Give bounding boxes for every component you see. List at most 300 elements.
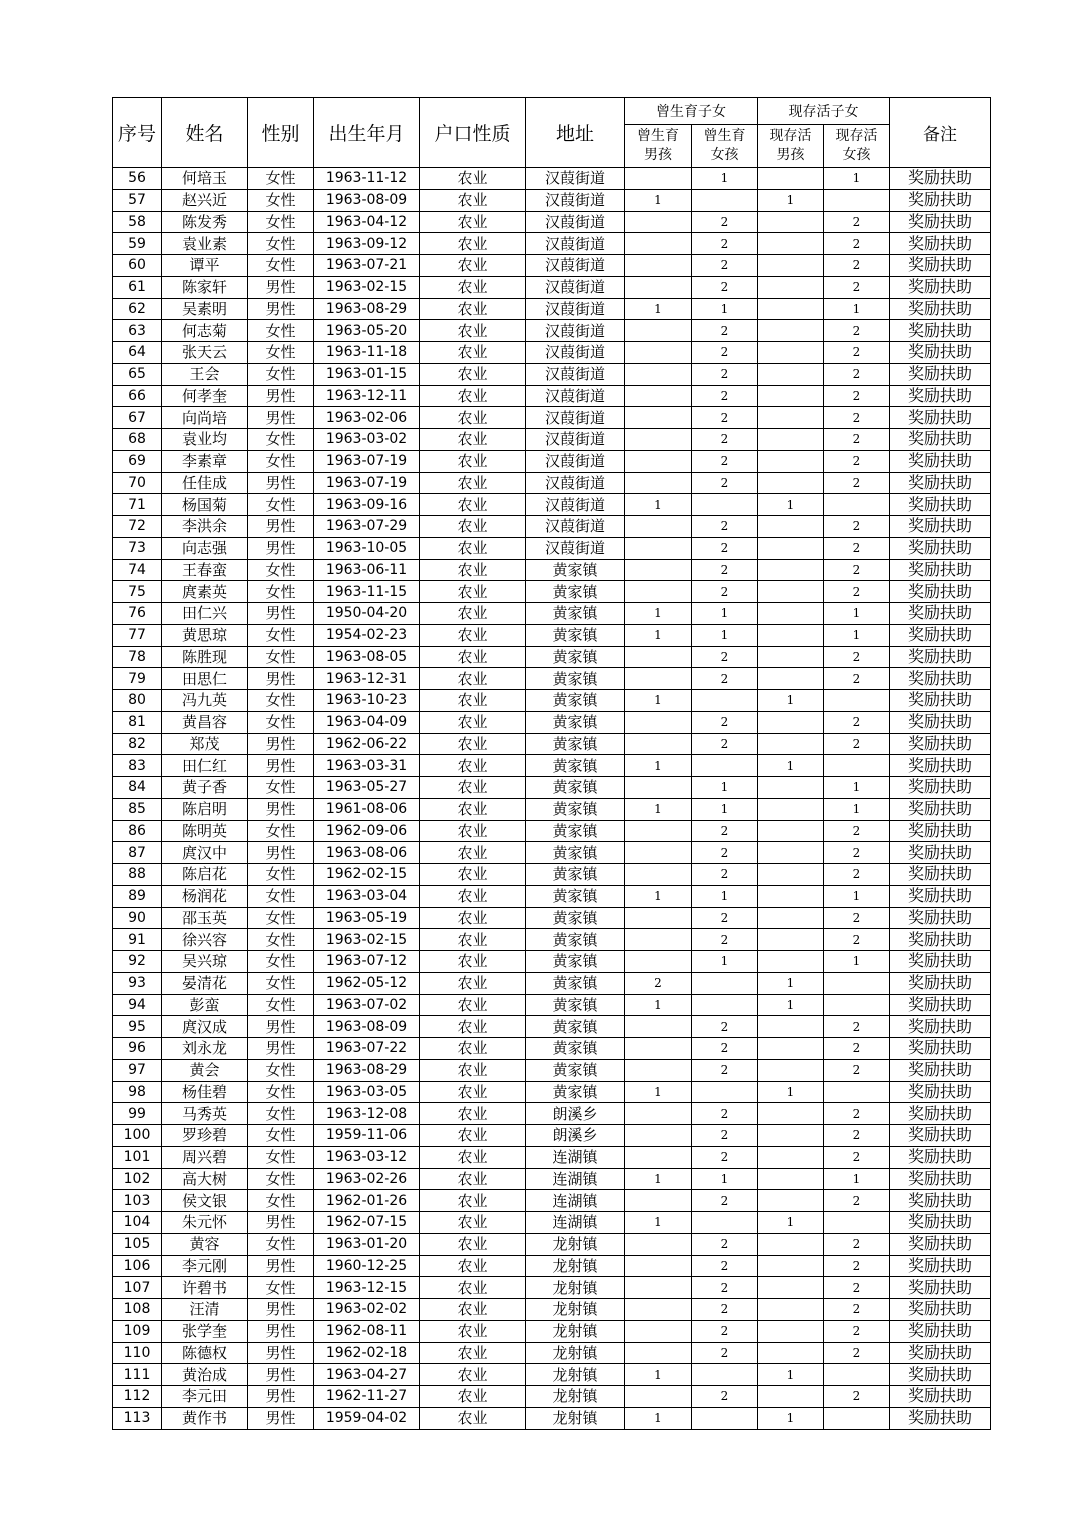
- cell-born-boys: [625, 450, 692, 472]
- cell-born-boys: [625, 864, 692, 886]
- cell-note: 奖励扶助: [890, 929, 991, 951]
- cell-alive-girls: 2: [824, 1038, 890, 1060]
- cell-address: 黄家镇: [526, 668, 625, 690]
- cell-born-boys: [625, 472, 692, 494]
- cell-born-boys: [625, 1125, 692, 1147]
- cell-born-boys: [625, 516, 692, 538]
- cell-hukou: 农业: [420, 1233, 526, 1255]
- cell-alive-boys: 1: [758, 1212, 824, 1234]
- cell-alive-boys: [758, 777, 824, 799]
- cell-seq: 92: [113, 951, 162, 973]
- cell-gender: 女性: [248, 1059, 314, 1081]
- cell-alive-girls: 2: [824, 1320, 890, 1342]
- cell-alive-boys: 1: [758, 755, 824, 777]
- cell-note: 奖励扶助: [890, 907, 991, 929]
- cell-seq: 78: [113, 646, 162, 668]
- cell-alive-boys: [758, 1038, 824, 1060]
- cell-alive-boys: 1: [758, 690, 824, 712]
- cell-hukou: 农业: [420, 1146, 526, 1168]
- cell-alive-boys: [758, 385, 824, 407]
- cell-hukou: 农业: [420, 1212, 526, 1234]
- cell-born-girls: 2: [692, 472, 758, 494]
- cell-seq: 95: [113, 1016, 162, 1038]
- cell-hukou: 农业: [420, 951, 526, 973]
- cell-note: 奖励扶助: [890, 494, 991, 516]
- cell-note: 奖励扶助: [890, 472, 991, 494]
- cell-address: 汉葭街道: [526, 189, 625, 211]
- cell-alive-girls: 2: [824, 407, 890, 429]
- cell-gender: 女性: [248, 820, 314, 842]
- cell-note: 奖励扶助: [890, 429, 991, 451]
- cell-seq: 65: [113, 363, 162, 385]
- cell-born-girls: 2: [692, 1146, 758, 1168]
- cell-alive-girls: 2: [824, 907, 890, 929]
- cell-alive-boys: [758, 1233, 824, 1255]
- cell-birth: 1963-08-05: [314, 646, 420, 668]
- table-row: [113, 450, 991, 472]
- table-row: [113, 668, 991, 690]
- cell-alive-boys: [758, 1320, 824, 1342]
- cell-born-boys: [625, 233, 692, 255]
- cell-seq: 74: [113, 559, 162, 581]
- cell-gender: 男性: [248, 472, 314, 494]
- cell-birth: 1950-04-20: [314, 603, 420, 625]
- cell-seq: 111: [113, 1364, 162, 1386]
- cell-address: 龙射镇: [526, 1320, 625, 1342]
- cell-note: 奖励扶助: [890, 1407, 991, 1429]
- cell-born-girls: [692, 189, 758, 211]
- cell-born-girls: 2: [692, 276, 758, 298]
- cell-born-boys: [625, 1059, 692, 1081]
- cell-hukou: 农业: [420, 733, 526, 755]
- cell-name: 袁业素: [162, 233, 248, 255]
- cell-note: 奖励扶助: [890, 994, 991, 1016]
- cell-alive-boys: [758, 603, 824, 625]
- cell-alive-boys: [758, 342, 824, 364]
- cell-birth: 1963-11-15: [314, 581, 420, 603]
- cell-name: 侯文银: [162, 1190, 248, 1212]
- cell-born-girls: 2: [692, 1016, 758, 1038]
- table-row: [113, 907, 991, 929]
- cell-name: 田仁红: [162, 755, 248, 777]
- cell-hukou: 农业: [420, 1038, 526, 1060]
- cell-born-girls: 2: [692, 516, 758, 538]
- cell-address: 黄家镇: [526, 972, 625, 994]
- cell-born-boys: [625, 646, 692, 668]
- cell-address: 黄家镇: [526, 994, 625, 1016]
- table-row: [113, 1320, 991, 1342]
- cell-name: 李洪余: [162, 516, 248, 538]
- cell-name: 陈启花: [162, 864, 248, 886]
- cell-birth: 1962-09-06: [314, 820, 420, 842]
- cell-born-boys: 1: [625, 690, 692, 712]
- cell-alive-boys: [758, 1059, 824, 1081]
- cell-birth: 1962-08-11: [314, 1320, 420, 1342]
- table-row: [113, 1146, 991, 1168]
- cell-address: 黄家镇: [526, 777, 625, 799]
- cell-name: 彭蛮: [162, 994, 248, 1016]
- cell-born-girls: 1: [692, 1168, 758, 1190]
- cell-name: 晏清花: [162, 972, 248, 994]
- cell-born-girls: 2: [692, 1299, 758, 1321]
- cell-seq: 73: [113, 537, 162, 559]
- cell-seq: 67: [113, 407, 162, 429]
- cell-born-girls: [692, 972, 758, 994]
- cell-note: 奖励扶助: [890, 603, 991, 625]
- cell-born-girls: 2: [692, 581, 758, 603]
- cell-seq: 64: [113, 342, 162, 364]
- cell-name: 王会: [162, 363, 248, 385]
- table-row: [113, 1386, 991, 1408]
- cell-note: 奖励扶助: [890, 537, 991, 559]
- table-row: [113, 646, 991, 668]
- cell-seq: 58: [113, 211, 162, 233]
- cell-address: 龙射镇: [526, 1233, 625, 1255]
- cell-alive-boys: [758, 798, 824, 820]
- cell-hukou: 农业: [420, 537, 526, 559]
- cell-alive-girls: 1: [824, 798, 890, 820]
- cell-note: 奖励扶助: [890, 1299, 991, 1321]
- cell-hukou: 农业: [420, 994, 526, 1016]
- cell-born-girls: 2: [692, 342, 758, 364]
- cell-note: 奖励扶助: [890, 690, 991, 712]
- cell-hukou: 农业: [420, 1386, 526, 1408]
- cell-alive-boys: [758, 429, 824, 451]
- cell-hukou: 农业: [420, 842, 526, 864]
- cell-note: 奖励扶助: [890, 1320, 991, 1342]
- cell-alive-girls: 2: [824, 385, 890, 407]
- cell-address: 龙射镇: [526, 1386, 625, 1408]
- table-row: [113, 494, 991, 516]
- cell-name: 何孝奎: [162, 385, 248, 407]
- cell-seq: 101: [113, 1146, 162, 1168]
- cell-note: 奖励扶助: [890, 363, 991, 385]
- cell-note: 奖励扶助: [890, 733, 991, 755]
- cell-address: 黄家镇: [526, 1081, 625, 1103]
- cell-gender: 女性: [248, 777, 314, 799]
- cell-alive-boys: [758, 624, 824, 646]
- cell-alive-girls: 2: [824, 1342, 890, 1364]
- cell-gender: 女性: [248, 972, 314, 994]
- cell-hukou: 农业: [420, 298, 526, 320]
- cell-gender: 男性: [248, 516, 314, 538]
- cell-hukou: 农业: [420, 1081, 526, 1103]
- cell-born-girls: 2: [692, 1125, 758, 1147]
- cell-born-girls: 2: [692, 733, 758, 755]
- cell-address: 连湖镇: [526, 1146, 625, 1168]
- cell-hukou: 农业: [420, 1190, 526, 1212]
- cell-hukou: 农业: [420, 755, 526, 777]
- cell-born-girls: [692, 690, 758, 712]
- table-row: [113, 233, 991, 255]
- cell-hukou: 农业: [420, 929, 526, 951]
- cell-hukou: 农业: [420, 255, 526, 277]
- cell-birth: 1963-05-27: [314, 777, 420, 799]
- cell-alive-girls: 2: [824, 516, 890, 538]
- cell-alive-boys: [758, 1255, 824, 1277]
- cell-gender: 男性: [248, 733, 314, 755]
- cell-born-boys: 1: [625, 189, 692, 211]
- cell-birth: 1963-11-12: [314, 168, 420, 190]
- cell-hukou: 农业: [420, 777, 526, 799]
- table-row: [113, 733, 991, 755]
- cell-alive-boys: [758, 450, 824, 472]
- cell-note: 奖励扶助: [890, 1255, 991, 1277]
- table-row: [113, 559, 991, 581]
- cell-hukou: 农业: [420, 1016, 526, 1038]
- cell-birth: 1960-12-25: [314, 1255, 420, 1277]
- cell-gender: 女性: [248, 1190, 314, 1212]
- cell-name: 汪清: [162, 1299, 248, 1321]
- cell-seq: 91: [113, 929, 162, 951]
- cell-gender: 男性: [248, 1038, 314, 1060]
- cell-name: 任佳成: [162, 472, 248, 494]
- cell-alive-girls: 2: [824, 929, 890, 951]
- cell-birth: 1963-12-15: [314, 1277, 420, 1299]
- cell-name: 吴素明: [162, 298, 248, 320]
- cell-gender: 男性: [248, 1364, 314, 1386]
- cell-gender: 女性: [248, 929, 314, 951]
- cell-gender: 女性: [248, 1277, 314, 1299]
- cell-gender: 女性: [248, 1233, 314, 1255]
- cell-birth: 1963-08-09: [314, 189, 420, 211]
- cell-birth: 1963-05-19: [314, 907, 420, 929]
- cell-seq: 110: [113, 1342, 162, 1364]
- cell-born-boys: 1: [625, 1168, 692, 1190]
- cell-address: 黄家镇: [526, 1016, 625, 1038]
- cell-alive-girls: 2: [824, 711, 890, 733]
- cell-gender: 女性: [248, 450, 314, 472]
- cell-seq: 72: [113, 516, 162, 538]
- cell-hukou: 农业: [420, 1125, 526, 1147]
- cell-birth: 1963-02-02: [314, 1299, 420, 1321]
- cell-alive-boys: [758, 929, 824, 951]
- cell-born-boys: [625, 320, 692, 342]
- cell-born-boys: [625, 276, 692, 298]
- cell-born-girls: [692, 1212, 758, 1234]
- cell-address: 汉葭街道: [526, 363, 625, 385]
- cell-hukou: 农业: [420, 1255, 526, 1277]
- cell-born-boys: [625, 342, 692, 364]
- cell-birth: 1963-05-20: [314, 320, 420, 342]
- cell-alive-girls: [824, 972, 890, 994]
- cell-name: 田思仁: [162, 668, 248, 690]
- cell-birth: 1963-08-06: [314, 842, 420, 864]
- cell-birth: 1963-07-29: [314, 516, 420, 538]
- cell-address: 黄家镇: [526, 733, 625, 755]
- cell-alive-boys: [758, 1190, 824, 1212]
- cell-birth: 1962-07-15: [314, 1212, 420, 1234]
- cell-born-boys: [625, 1299, 692, 1321]
- cell-alive-boys: [758, 864, 824, 886]
- cell-name: 陈胜现: [162, 646, 248, 668]
- cell-birth: 1963-12-11: [314, 385, 420, 407]
- cell-gender: 女性: [248, 1081, 314, 1103]
- cell-seq: 113: [113, 1407, 162, 1429]
- table-row: [113, 1407, 991, 1429]
- cell-name: 高大树: [162, 1168, 248, 1190]
- cell-address: 汉葭街道: [526, 429, 625, 451]
- cell-alive-girls: [824, 189, 890, 211]
- cell-alive-boys: [758, 581, 824, 603]
- cell-born-boys: [625, 537, 692, 559]
- cell-alive-girls: 2: [824, 342, 890, 364]
- cell-note: 奖励扶助: [890, 1125, 991, 1147]
- cell-note: 奖励扶助: [890, 516, 991, 538]
- cell-birth: 1963-08-09: [314, 1016, 420, 1038]
- cell-hukou: 农业: [420, 472, 526, 494]
- cell-born-boys: 1: [625, 885, 692, 907]
- cell-address: 龙射镇: [526, 1364, 625, 1386]
- table-row: [113, 864, 991, 886]
- cell-gender: 男性: [248, 798, 314, 820]
- cell-born-girls: 2: [692, 537, 758, 559]
- cell-birth: 1954-02-23: [314, 624, 420, 646]
- cell-birth: 1963-03-04: [314, 885, 420, 907]
- cell-born-boys: [625, 1320, 692, 1342]
- table-row: [113, 189, 991, 211]
- cell-birth: 1963-04-27: [314, 1364, 420, 1386]
- cell-hukou: 农业: [420, 711, 526, 733]
- cell-seq: 80: [113, 690, 162, 712]
- cell-born-girls: 2: [692, 864, 758, 886]
- cell-hukou: 农业: [420, 624, 526, 646]
- cell-name: 马秀英: [162, 1103, 248, 1125]
- cell-hukou: 农业: [420, 798, 526, 820]
- cell-gender: 女性: [248, 342, 314, 364]
- cell-born-boys: [625, 559, 692, 581]
- table-row: [113, 429, 991, 451]
- cell-birth: 1963-07-19: [314, 450, 420, 472]
- cell-address: 汉葭街道: [526, 450, 625, 472]
- cell-birth: 1963-03-31: [314, 755, 420, 777]
- cell-birth: 1963-11-18: [314, 342, 420, 364]
- cell-seq: 77: [113, 624, 162, 646]
- cell-born-girls: 2: [692, 929, 758, 951]
- table-row: [113, 929, 991, 951]
- header-born-girls: 曾生育 女孩: [692, 125, 758, 168]
- cell-name: 何培玉: [162, 168, 248, 190]
- cell-name: 袁业均: [162, 429, 248, 451]
- cell-birth: 1963-09-12: [314, 233, 420, 255]
- cell-seq: 109: [113, 1320, 162, 1342]
- cell-alive-girls: 2: [824, 1146, 890, 1168]
- cell-note: 奖励扶助: [890, 1277, 991, 1299]
- cell-alive-girls: [824, 994, 890, 1016]
- cell-born-girls: 1: [692, 777, 758, 799]
- cell-note: 奖励扶助: [890, 1103, 991, 1125]
- cell-name: 陈家轩: [162, 276, 248, 298]
- cell-alive-boys: [758, 516, 824, 538]
- cell-name: 杨润花: [162, 885, 248, 907]
- cell-born-girls: 2: [692, 255, 758, 277]
- cell-birth: 1963-07-12: [314, 951, 420, 973]
- cell-name: 谭平: [162, 255, 248, 277]
- cell-seq: 56: [113, 168, 162, 190]
- cell-note: 奖励扶助: [890, 581, 991, 603]
- cell-birth: 1963-07-02: [314, 994, 420, 1016]
- cell-alive-girls: 2: [824, 842, 890, 864]
- cell-born-boys: [625, 407, 692, 429]
- cell-seq: 57: [113, 189, 162, 211]
- cell-gender: 女性: [248, 1125, 314, 1147]
- cell-address: 连湖镇: [526, 1212, 625, 1234]
- table-row: [113, 1212, 991, 1234]
- cell-alive-boys: 1: [758, 994, 824, 1016]
- cell-alive-girls: 2: [824, 363, 890, 385]
- cell-alive-boys: [758, 885, 824, 907]
- cell-name: 黄作书: [162, 1407, 248, 1429]
- cell-hukou: 农业: [420, 1364, 526, 1386]
- cell-address: 龙射镇: [526, 1255, 625, 1277]
- table-row: [113, 624, 991, 646]
- table-row: [113, 581, 991, 603]
- cell-born-boys: 2: [625, 972, 692, 994]
- cell-address: 龙射镇: [526, 1342, 625, 1364]
- cell-gender: 女性: [248, 168, 314, 190]
- cell-hukou: 农业: [420, 320, 526, 342]
- cell-hukou: 农业: [420, 1320, 526, 1342]
- cell-seq: 97: [113, 1059, 162, 1081]
- cell-address: 汉葭街道: [526, 168, 625, 190]
- cell-name: 赵兴近: [162, 189, 248, 211]
- cell-address: 黄家镇: [526, 646, 625, 668]
- cell-gender: 女性: [248, 559, 314, 581]
- cell-born-boys: [625, 907, 692, 929]
- cell-born-boys: [625, 668, 692, 690]
- cell-name: 向尚培: [162, 407, 248, 429]
- cell-alive-girls: 2: [824, 233, 890, 255]
- header-seq: 序号: [113, 98, 162, 168]
- cell-seq: 93: [113, 972, 162, 994]
- cell-born-girls: 2: [692, 559, 758, 581]
- cell-name: 陈启明: [162, 798, 248, 820]
- cell-born-girls: 1: [692, 603, 758, 625]
- cell-alive-girls: 2: [824, 537, 890, 559]
- cell-name: 李素章: [162, 450, 248, 472]
- cell-note: 奖励扶助: [890, 972, 991, 994]
- cell-gender: 男性: [248, 842, 314, 864]
- cell-hukou: 农业: [420, 820, 526, 842]
- cell-birth: 1963-02-06: [314, 407, 420, 429]
- cell-alive-boys: [758, 1016, 824, 1038]
- cell-name: 田仁兴: [162, 603, 248, 625]
- cell-born-girls: 1: [692, 885, 758, 907]
- cell-born-girls: 1: [692, 951, 758, 973]
- cell-name: 庹汉中: [162, 842, 248, 864]
- cell-birth: 1963-06-11: [314, 559, 420, 581]
- cell-born-girls: [692, 1407, 758, 1429]
- cell-alive-girls: 2: [824, 276, 890, 298]
- cell-born-girls: 2: [692, 820, 758, 842]
- cell-born-boys: [625, 777, 692, 799]
- cell-birth: 1963-02-15: [314, 929, 420, 951]
- cell-born-boys: [625, 1342, 692, 1364]
- cell-note: 奖励扶助: [890, 189, 991, 211]
- cell-note: 奖励扶助: [890, 668, 991, 690]
- cell-born-boys: [625, 581, 692, 603]
- cell-birth: 1963-04-12: [314, 211, 420, 233]
- cell-address: 黄家镇: [526, 711, 625, 733]
- cell-address: 连湖镇: [526, 1190, 625, 1212]
- cell-note: 奖励扶助: [890, 168, 991, 190]
- cell-born-boys: [625, 929, 692, 951]
- cell-hukou: 农业: [420, 1168, 526, 1190]
- cell-address: 黄家镇: [526, 624, 625, 646]
- cell-name: 陈发秀: [162, 211, 248, 233]
- cell-alive-girls: 2: [824, 668, 890, 690]
- cell-note: 奖励扶助: [890, 1212, 991, 1234]
